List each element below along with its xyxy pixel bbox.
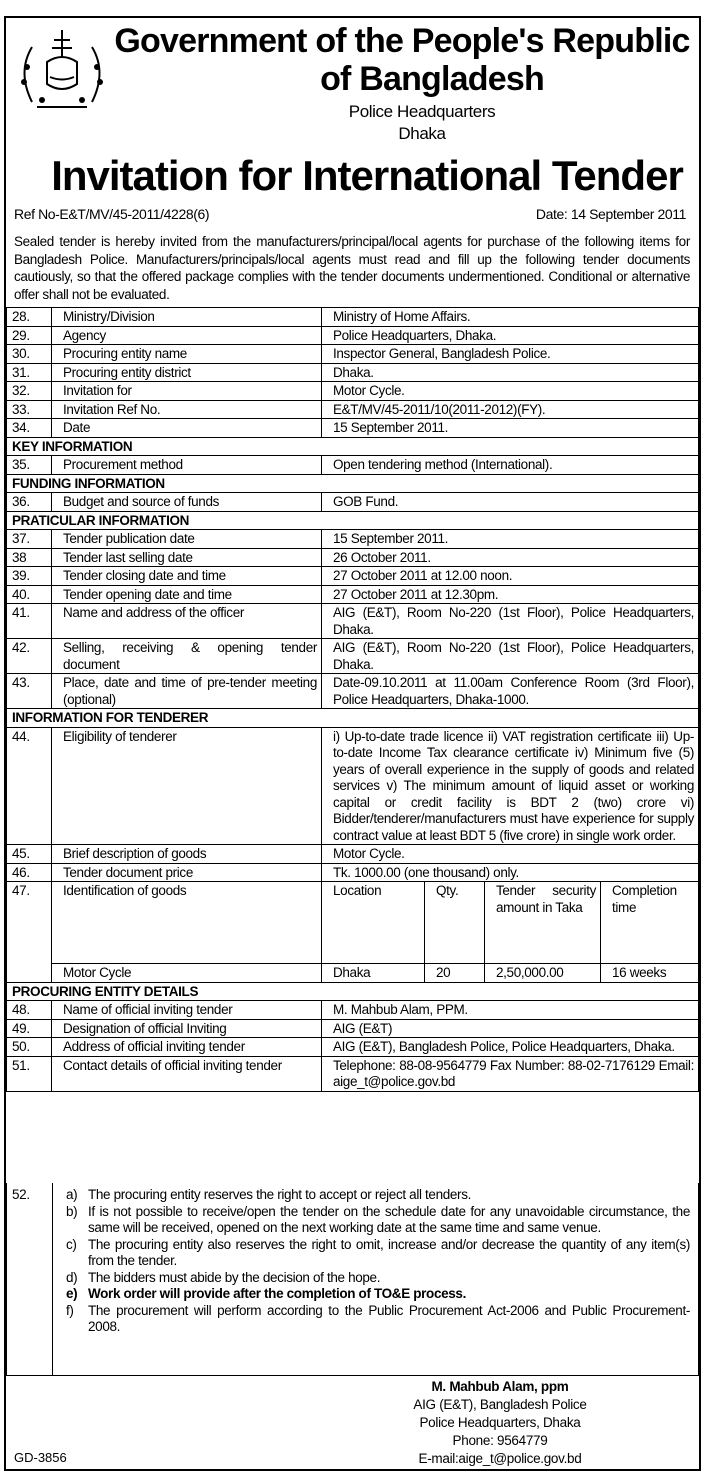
reference-number: Ref No-E&T/MV/45-2011/4228(6) xyxy=(14,206,210,222)
table-row xyxy=(7,345,699,364)
note-marker: a) xyxy=(66,1187,78,1202)
note-marker: c) xyxy=(66,1236,77,1252)
table-row xyxy=(7,326,699,345)
table-row xyxy=(7,863,699,882)
row-number: 46. xyxy=(7,863,52,882)
row-number: 28. xyxy=(7,308,52,327)
signatory-office: Police Headquarters, Dhaka xyxy=(419,1415,581,1430)
signature-block xyxy=(300,1378,700,1468)
signatory-designation: AIG (E&T), Bangladesh Police xyxy=(413,1397,587,1412)
row-label: Name of official inviting tender xyxy=(52,1001,322,1020)
row-value: AIG (E&T), Room No-220 (1st Floor), Police Headquarters, Dhaka. xyxy=(322,604,699,639)
table-row xyxy=(7,674,699,709)
row-value: i) Up-to-date trade licence ii) VAT registration certificate iii) Up-to-date Income Tax clearance certificate iv) Minimum five (5) years of overall experience in the supply of goods and related services v) The minimum amount of liquid asset or working capital or credit facility is BDT 2 (two) crore vi) Bidder/tenderer/manufacturers must have experience for supply contract value at least BDT 5 (five crore) in single work order. xyxy=(322,727,699,845)
tender-table xyxy=(6,307,699,1092)
row-number: 36. xyxy=(7,493,52,512)
section-heading-row xyxy=(7,474,699,493)
table-row xyxy=(7,845,699,864)
table-row xyxy=(7,639,699,674)
goods-item-value: 2,50,000.00 xyxy=(485,964,601,983)
table-row xyxy=(7,604,699,639)
table-row xyxy=(7,419,699,438)
row-value: 15 September 2011. xyxy=(322,419,699,438)
section-heading: PRATICULAR INFORMATION xyxy=(7,511,699,530)
row-value: 27 October 2011 at 12.30pm. xyxy=(322,585,699,604)
section-heading-row xyxy=(7,437,699,456)
section-heading: KEY INFORMATION xyxy=(7,437,699,456)
row-number: 30. xyxy=(7,345,52,364)
table-row xyxy=(7,1001,699,1020)
row-number: 29. xyxy=(7,326,52,345)
row-number: 38 xyxy=(7,548,52,567)
row-label: Name and address of the officer xyxy=(52,604,322,639)
row-label: Ministry/Division xyxy=(52,308,322,327)
notes-list xyxy=(53,1187,690,1336)
row-value: Ministry of Home Affairs. xyxy=(322,308,699,327)
heading-line-1: Government of the People's Republic xyxy=(114,22,690,60)
table-row xyxy=(7,1056,699,1091)
signatory-phone: Phone: 9564779 xyxy=(452,1433,548,1448)
note-item xyxy=(53,1286,690,1303)
table-row xyxy=(7,308,699,327)
goods-column-header: Location xyxy=(322,882,425,964)
goods-header-row xyxy=(7,882,699,964)
table-row xyxy=(7,727,699,845)
table-row xyxy=(7,400,699,419)
row-number: 41. xyxy=(7,604,52,639)
row-value: Motor Cycle. xyxy=(322,845,699,864)
row-label: Place, date and time of pre-tender meeting (optional) xyxy=(52,674,322,709)
row-value: Tk. 1000.00 (one thousand) only. xyxy=(322,863,699,882)
note-text: Work order will provide after the completion of TO&E process. xyxy=(88,1286,466,1301)
row-label: Tender closing date and time xyxy=(52,567,322,586)
row-value: E&T/MV/45-2011/10(2011-2012)(FY). xyxy=(322,400,699,419)
note-item xyxy=(53,1187,690,1204)
office-name: Police Headquarters xyxy=(348,102,496,121)
table-row xyxy=(7,456,699,475)
note-text: The procurement will perform according to the Public Procurement Act-2006 and Public Procurement-2008. xyxy=(88,1302,690,1334)
row-label: Brief description of goods xyxy=(52,845,322,864)
note-marker: e) xyxy=(66,1286,78,1301)
row-label: Designation of official Inviting xyxy=(52,1019,322,1038)
section-heading-row xyxy=(7,709,699,728)
row-value: AIG (E&T), Room No-220 (1st Floor), Police Headquarters, Dhaka. xyxy=(322,639,699,674)
row-value: AIG (E&T), Bangladesh Police, Police Headquarters, Dhaka. xyxy=(322,1038,699,1057)
row-label: Tender document price xyxy=(52,863,322,882)
note-text: The bidders must abide by the decision of the hope. xyxy=(88,1269,381,1285)
note-marker: b) xyxy=(66,1203,78,1219)
note-marker: f) xyxy=(66,1302,74,1318)
row-number: 32. xyxy=(7,382,52,401)
row-number: 42. xyxy=(7,639,52,674)
table-row xyxy=(7,1038,699,1057)
police-emblem-icon xyxy=(12,22,112,122)
section-heading: FUNDING INFORMATION xyxy=(7,474,699,493)
goods-item-value: 20 xyxy=(425,964,485,983)
row-number: 31. xyxy=(7,363,52,382)
goods-item-row xyxy=(7,964,699,983)
note-text: The procuring entity reserves the right to accept or reject all tenders. xyxy=(88,1187,471,1202)
intro-paragraph: Sealed tender is hereby invited from the manufacturers/principal/local agents for purchase of the following items for Bangladesh Police. Manufacturers/principals/local agents must read and fill up the following tender documents cautiously, so that the offered package complies with the tender documents undermentioned. Conditional or alternative offer shall not be evaluated. xyxy=(14,234,690,302)
row-number: 35. xyxy=(7,456,52,475)
row-number: 48. xyxy=(7,1001,52,1020)
note-text: The procuring entity also reserves the right to omit, increase and/or decrease the quantity of any item(s) from the tender. xyxy=(88,1236,690,1268)
goods-column-header: Qty. xyxy=(425,882,485,964)
row-label: Eligibility of tenderer xyxy=(52,727,322,845)
row-label: Procuring entity district xyxy=(52,363,322,382)
row-label: Tender opening date and time xyxy=(52,585,322,604)
row-number: 43. xyxy=(7,674,52,709)
row-value: M. Mahbub Alam, PPM. xyxy=(322,1001,699,1020)
notes-number: 52. xyxy=(7,1183,53,1375)
table-row xyxy=(7,585,699,604)
table-row xyxy=(7,567,699,586)
row-number: 47. xyxy=(7,882,52,983)
signatory-email: E-mail:aige_t@police.gov.bd xyxy=(418,1451,582,1466)
signatory-name: M. Mahbub Alam, ppm xyxy=(431,1379,569,1394)
document-date: Date: 14 September 2011 xyxy=(535,206,686,222)
row-label: Invitation for xyxy=(52,382,322,401)
row-number: 34. xyxy=(7,419,52,438)
row-value: 26 October 2011. xyxy=(322,548,699,567)
table-row xyxy=(7,363,699,382)
row-value: AIG (E&T) xyxy=(322,1019,699,1038)
row-label: Selling, receiving & opening tender document xyxy=(52,639,322,674)
row-value: Telephone: 88-08-9564779 Fax Number: 88-02-7176129 Email: aige_t@police.gov.bd xyxy=(322,1056,699,1091)
note-marker: d) xyxy=(66,1269,78,1285)
row-value: Dhaka. xyxy=(322,363,699,382)
row-label: Agency xyxy=(52,326,322,345)
table-row xyxy=(7,548,699,567)
table-row xyxy=(7,382,699,401)
section-heading: PROCURING ENTITY DETAILS xyxy=(7,982,699,1001)
table-row xyxy=(7,530,699,549)
row-number: 40. xyxy=(7,585,52,604)
goods-item-name: Motor Cycle xyxy=(52,964,322,983)
goods-item-value: 16 weeks xyxy=(601,964,699,983)
row-label: Procuring entity name xyxy=(52,345,322,364)
note-item xyxy=(53,1204,690,1237)
section-heading-row xyxy=(7,982,699,1001)
row-number: 33. xyxy=(7,400,52,419)
footer-code: GD-3856 xyxy=(14,1450,67,1465)
row-label: Tender publication date xyxy=(52,530,322,549)
row-value: Date-09.10.2011 at 11.00am Conference Room (3rd Floor), Police Headquarters, Dhaka-1000. xyxy=(322,674,699,709)
row-label: Contact details of official inviting tender xyxy=(52,1056,322,1091)
government-heading xyxy=(100,22,704,98)
note-text: If is not possible to receive/open the tender on the schedule date for any unavoidable circumstance, the same will be received, opened on the next working date at the same time and same venue. xyxy=(88,1203,690,1235)
table-row xyxy=(7,493,699,512)
note-item xyxy=(53,1237,690,1270)
row-label: Identification of goods xyxy=(52,882,322,964)
note-item xyxy=(53,1270,690,1287)
row-value: Police Headquarters, Dhaka. xyxy=(322,326,699,345)
row-value: 15 September 2011. xyxy=(322,530,699,549)
row-label: Procurement method xyxy=(52,456,322,475)
row-value: GOB Fund. xyxy=(322,493,699,512)
heading-line-2: of Bangladesh xyxy=(320,60,544,98)
city-name: Dhaka xyxy=(398,124,446,143)
row-label: Budget and source of funds xyxy=(52,493,322,512)
note-item xyxy=(53,1303,690,1336)
row-number: 44. xyxy=(7,727,52,845)
goods-column-header: Completion time xyxy=(601,882,699,964)
goods-column-header: Tender security amount in Taka xyxy=(485,882,601,964)
row-number: 49. xyxy=(7,1019,52,1038)
row-label: Date xyxy=(52,419,322,438)
row-number: 51. xyxy=(7,1056,52,1091)
row-label: Address of official inviting tender xyxy=(52,1038,322,1057)
row-number: 50. xyxy=(7,1038,52,1057)
document-title: Invitation for International Tender xyxy=(51,152,683,199)
row-value: 27 October 2011 at 12.00 noon. xyxy=(322,567,699,586)
row-number: 37. xyxy=(7,530,52,549)
row-value: Open tendering method (International). xyxy=(322,456,699,475)
row-value: Inspector General, Bangladesh Police. xyxy=(322,345,699,364)
row-number: 39. xyxy=(7,567,52,586)
section-heading: INFORMATION FOR TENDERER xyxy=(7,709,699,728)
notes-block xyxy=(6,1183,699,1376)
section-heading-row xyxy=(7,511,699,530)
row-value: Motor Cycle. xyxy=(322,382,699,401)
row-label: Invitation Ref No. xyxy=(52,400,322,419)
row-label: Tender last selling date xyxy=(52,548,322,567)
row-number: 45. xyxy=(7,845,52,864)
goods-item-value: Dhaka xyxy=(322,964,425,983)
table-row xyxy=(7,1019,699,1038)
